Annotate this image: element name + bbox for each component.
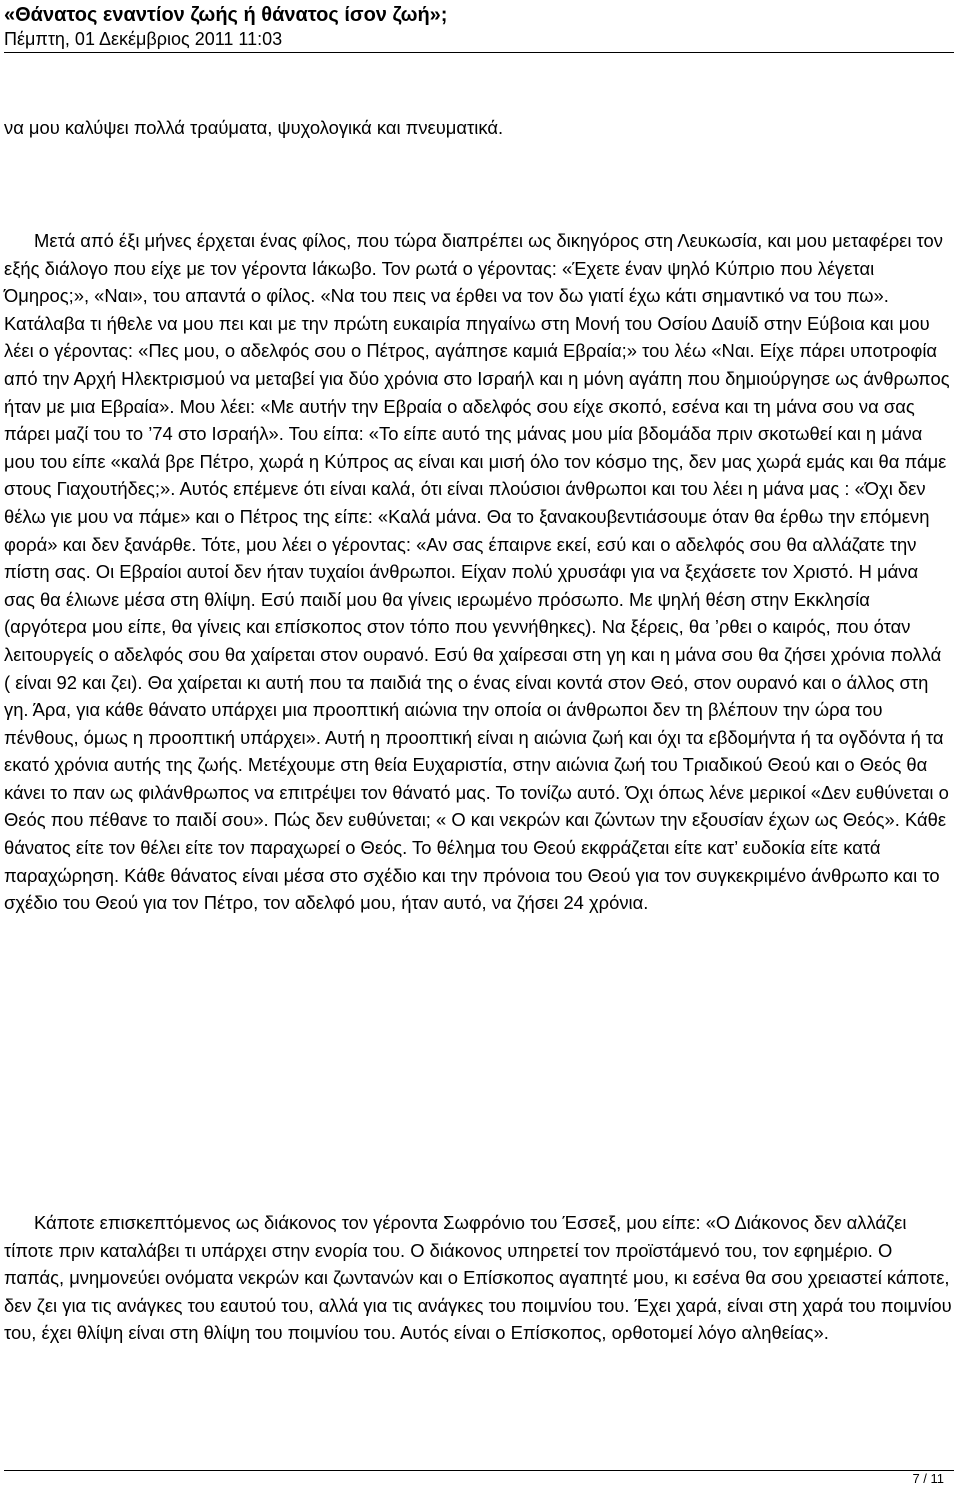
footer-divider (4, 1470, 954, 1471)
page-header (4, 2, 954, 50)
header-divider (4, 52, 954, 53)
page-number: 7 / 11 (912, 1471, 944, 1486)
paragraph-closing: Κάποτε επισκεπτόμενος ως διάκονος τον γέροντα Σωφρόνιο του Έσσεξ, μου είπε: «Ο Διάκονος δεν αλλάζει τίποτε πριν καταλάβει τι υπάρχει στην ενορία του. Ο διάκονος υπηρετεί τον προϊστάμενό του, τον εφημέριο. Ο παπάς, μνημονεύει ονόματα νεκρών και ζωντανών και ο Επίσκοπος αγαπητέ μου, κι εσένα θα σου χρειαστεί κάποτε, δεν ζει για τις ανάγκες του εαυτού του, αλλά για τις ανάγκες του ποιμνίου του. Έχει χαρά, είναι στη χαρά του ποιμνίου του, έχει θλίψη είναι στη θλίψη του ποιμνίου του. Αυτός είναι ο Επίσκοπος, ορθοτομεί λόγο αληθείας». (4, 1212, 952, 1344)
document-date: Πέμπτη, 01 Δεκέμβριος 2011 11:03 (4, 29, 283, 49)
document-title: «Θάνατος εναντίον ζωής ή θάνατος ίσον ζωή»; (4, 4, 448, 26)
paragraph-continued: να μου καλύψει πολλά τραύματα, ψυχολογικά και πνευματικά. (4, 117, 504, 138)
paragraph-main: Μετά από έξι μήνες έρχεται ένας φίλος, που τώρα διαπρέπει ως δικηγόρος στη Λευκωσία, και μου μεταφέρει τον εξής διάλογο που είχε με τον γέροντα Ιάκωβο. Τον ρωτά ο γέροντας: «Έχετε έναν ψηλό Κύπριο που λέγεται Όμηρος;», «Ναι», του απαντά ο φίλος. «Να του πεις να έρθει να τον δω γιατί έχω κάτι σημαντικό να του πω». Κατάλαβα τι ήθελε να μου πει και με την πρώτη ευκαιρία πηγαίνω στη Μονή του Οσίου Δαυίδ στην Εύβοια και μου λέει ο γέροντας: «Πες μου, ο αδελφός σου ο Πέτρος, αγάπησε καμιά Εβραία;» του λέω «Ναι. Είχε πάρει υποτροφία από την Αρχή Ηλεκτρισμού να μεταβεί για δύο χρόνια στο Ισραήλ και η μόνη αγάπη που δημιούργησε ως άνθρωπος ήταν με μια Εβραία». Μου λέει: «Με αυτήν την Εβραία ο αδελφός σου είχε σκοπό, εσένα και τη μάνα σου να σας πάρει μαζί του το ’74 στο Ισραήλ». Του είπα: «Το είπε αυτό της μάνας μου μία βδομάδα πριν σκοτωθεί και η μάνα μου του είπε «καλά βρε Πέτρο, χωρά η Κύπρος ας είναι και μισή όλο τον κόσμο της, δεν μας χωρά εμάς και θα πάμε στους Γιαχουτήδες;». Αυτός επέμενε ότι είναι καλά, ότι είναι πλούσιοι άνθρωποι και του λέει η μάνα μας : «Όχι δεν θέλω γιε μου να πάμε» και ο Πέτρος της είπε: «Καλά μάνα. Θα το ξανακουβεντιάσουμε όταν θα έρθω την επόμενη φορά» και δεν ξανάρθε. Τότε, μου λέει ο γέροντας: «Αν σας έπαιρνε εκεί, εσύ και ο αδελφός σου θα αλλάζατε την πίστη σας. Οι Εβραίοι αυτοί δεν ήταν τυχαίοι άνθρωποι. Είχαν πολύ χρυσάφι για να ξεχάσετε τον Χριστό. Η μάνα σας θα έλιωνε μέσα στη θλίψη. Εσύ παιδί μου θα γίνεις ιερωμένο πρόσωπο. Με ψηλή θέση στην Εκκλησία (αργότερα μου είπε, θα γίνεις και επίσκοπος στον τόπο που γεννήθηκες). Να ξέρεις, θα ’ρθει ο καιρός, που όταν λειτουργείς ο αδελφός σου θα χαίρεται στον ουρανό. Εσύ θα χαίρεσαι στη γη και η μάνα σου θα ζήσει χρόνια πολλά ( είναι 92 και ζει). Θα χαίρεται κι αυτή που τα παιδιά της ο ένας είναι κοντά στον Θεό, στον ουρανό και ο άλλος στη γη. Άρα, για κάθε θάνατο υπάρχει μια προοπτική αιώνια την οποία οι άνθρωποι δεν τη βλέπουν την ώρα του πένθους, όμως η προοπτική υπάρχει». Αυτή η προοπτική είναι η αιώνια ζωή και όχι τα εβδομήντα ή τα ογδόντα ή τα εκατό χρόνια αυτής της ζωής. Μετέχουμε στη θεία Ευχαριστία, στην αιώνια ζωή του Τριαδικού Θεού και ο Θεός θα κάνει το παν ως φιλάνθρωπος να επιτρέψει τον θάνατό μας. Το τονίζω αυτό. Όχι όπως λένε μερικοί «Δεν ευθύνεται ο Θεός που πέθανε το παιδί σου». Πώς δεν ευθύνεται; « Ο και νεκρών και ζώντων την εξουσίαν έχων ως Θεός». Κάθε θάνατος είτε τον θέλει είτε τον παραχωρεί ο Θεός. Το θέλημα του Θεού εκφράζεται είτε κατ’ ευδοκία είτε κατά παραχώρηση. Κάθε θάνατος είναι μέσα στο σχέδιο και την πρόνοια του Θεού για τον συγκεκριμένο άνθρωπο και το σχέδιο του Θεού για τον Πέτρο, τον αδελφό μου, ήταν αυτό, να ζήσει 24 χρόνια. (4, 230, 950, 914)
